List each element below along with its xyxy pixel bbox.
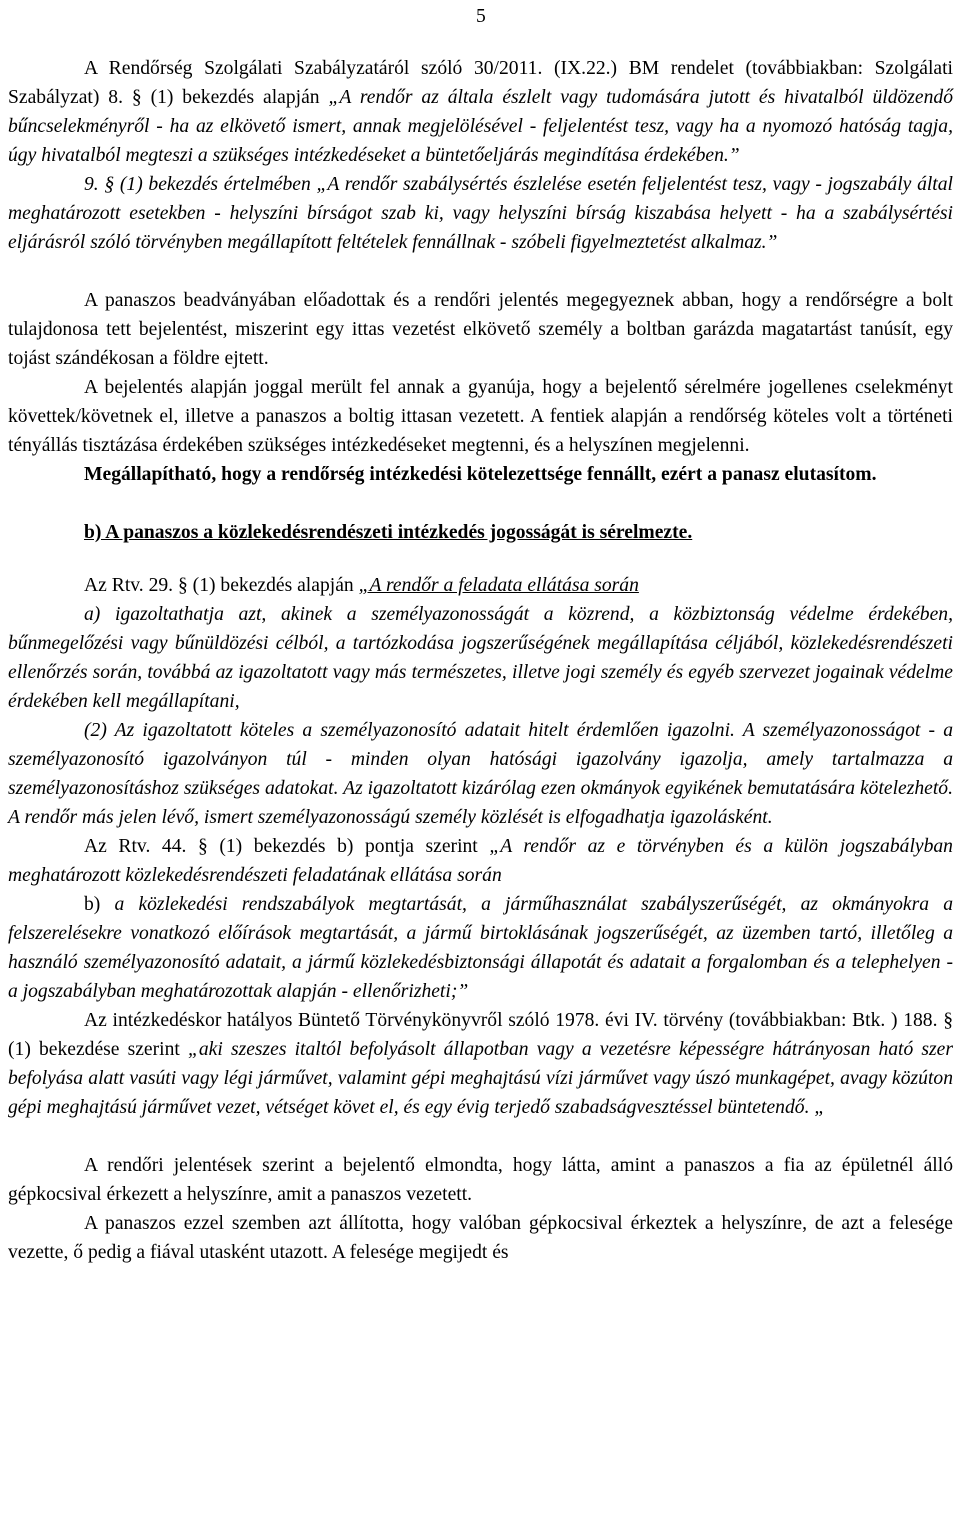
paragraph-conclusion: Megállapítható, hogy a rendőrség intézkedési kötelezettsége fennállt, ezért a panasz elutasítom.	[84, 464, 877, 485]
spacer	[8, 257, 953, 286]
paragraph-rtv-29-2: (2) Az igazoltatott köteles a személyazonosító adatait hitelt érdemlően igazolni. A személyazonosságot - a személyazonosító igazolványon túl - minden olyan hatósági igazolvány igazolja, amely tartalmazza a személyazonosításhoz szükséges adatokat. Az igazoltatott kizárólag ezen okmányok egyikének bemutatására kötelezhető. A rendőr más jelen lévő, ismert személyazonosságú személy közlését is elfogadhatja igazolásként.	[8, 720, 953, 828]
paragraph-rtv-29	[8, 571, 953, 600]
page-number: 5	[476, 6, 486, 27]
paragraph-szolgalati-8	[8, 54, 953, 170]
spacer	[8, 1122, 953, 1151]
section-heading-b	[8, 518, 953, 547]
quoted-rule-text: „A rendőr a feladata ellátása során	[358, 575, 639, 596]
paragraph-btk-188	[8, 1006, 953, 1122]
spacer	[8, 489, 953, 518]
citation-text: 9. § (1) bekezdés értelmében	[84, 174, 317, 195]
quoted-rule-text: „A rendőr az általa észlelt vagy tudomására jutott és hivatalból üldözendő bűncselekményről - ha az elkövető ismert, annak megjelölésével - feljelentést tesz, vagy ha a nyomozó hatóság tagja, úgy hivatalból megteszi a szükséges intézkedéseket a büntetőeljárás megindítása érdekében.”	[8, 87, 953, 166]
paragraph-rtv-29-a: a) igazoltathatja azt, akinek a személyazonosságát a közrend, a közbiztonság védelme érdekében, bűnmegelőzési vagy bűnüldözési célból, a tartózkodása jogszerűségének megállapítása céljából, közlekedésrendészeti ellenőrzés során, továbbá az igazoltatott vagy más természetes, illetve jogi személy és egyéb szervezet jogainak védelme érdekében kell megállapítani,	[8, 604, 953, 712]
paragraph-complainant-claim: A panaszos ezzel szemben azt állította, hogy valóban gépkocsival érkeztek a helyszínre, de azt a felesége vezette, ő pedig a fiával utasként utazott. A felesége megijedt és	[8, 1213, 953, 1263]
citation-text: Az intézkedéskor hatályos Büntető Törvénykönyvről szóló 1978. évi IV. törvény (továbbiakban: Btk. ) 188. § (1) bekezdése szerint	[8, 1010, 953, 1060]
paragraph-report-basis: A bejelentés alapján joggal merült fel annak a gyanúja, hogy a bejelentő sérelmére jogellenes cselekményt követtek/követnek el, illetve a panaszos a boltig ittasan vezetett. A fentiek alapján a rendőrség köteles volt a történeti tényállás tisztázása érdekében szükséges intézkedéseket megtenni, és a helyszínen megjelenni.	[8, 377, 953, 456]
citation-text: A Rendőrség Szolgálati Szabályzatáról szóló 30/2011. (IX.22.) BM rendelet (továbbiakban: Szolgálati Szabályzat) 8. § (1) bekezdés alapján	[8, 58, 953, 108]
paragraph-rtv-44-b	[8, 890, 953, 1006]
document-body	[8, 54, 953, 1267]
quoted-rule-text: „A rendőr az e törvényben és a külön jogszabályban meghatározott közlekedésrendészeti feladatának ellátása során	[8, 836, 953, 886]
citation-text: Az Rtv. 29. § (1) bekezdés alapján	[84, 575, 359, 596]
paragraph-rtv-44	[8, 832, 953, 890]
paragraph-szolgalati-9	[8, 170, 953, 257]
quoted-rule-text: „aki szeszes italtól befolyásolt állapotban vagy a vezetésre képességre hátrányosan ható szer befolyása alatt vasúti vagy légi járművet, valamint gépi meghajtású vízi járművet vagy úszó munkagépet, avagy közúton gépi meghajtású járművet vezet, vétséget követ el, és egy évig terjedő szabadságvesztéssel büntetendő. „	[8, 1039, 953, 1118]
point-label: b)	[84, 894, 115, 915]
paragraph-complaint-facts: A panaszos beadványában előadottak és a rendőri jelentés megegyeznek abban, hogy a rendőrségre a bolt tulajdonosa tett bejelentést, miszerint egy ittas vezetést elkövető személy a boltban garázda magatartást tanúsít, egy tojást szándékosan a földre ejtett.	[8, 290, 953, 369]
quoted-rule-text: „A rendőr szabálysértés észlelése esetén feljelentést tesz, vagy - jogszabály által meghatározott esetekben - helyszíni bírságot szab ki, vagy helyszíni bírság kiszabása helyett - ha a szabálysértési eljárásról szóló törvényben megállapított feltételek fennállnak - szóbeli figyelmeztetést alkalmaz.”	[8, 174, 953, 253]
paragraph-police-report: A rendőri jelentések szerint a bejelentő elmondta, hogy látta, amint a panaszos a fia az épületnél álló gépkocsival érkezett a helyszínre, amit a panaszos vezetett.	[8, 1155, 953, 1205]
spacer	[8, 547, 953, 571]
citation-text: Az Rtv. 44. § (1) bekezdés b) pontja szerint	[84, 836, 490, 857]
quoted-rule-text: a közlekedési rendszabályok megtartását, a járműhasználat szabályszerűségét, az okmányokra a felszerelésekre vonatkozó előírások megtartását, a jármű birtoklásának jogszerűségét, az üzemben tartó, illetőleg a használó személyazonosító adatait, a jármű közlekedésbiztonsági állapotát és adatait a forgalomban és a telephelyen - a jogszabályban meghatározottak alapján - ellenőrizheti;”	[8, 894, 953, 1002]
section-heading-text: b) A panaszos a közlekedésrendészeti intézkedés jogosságát is sérelmezte.	[84, 522, 693, 543]
